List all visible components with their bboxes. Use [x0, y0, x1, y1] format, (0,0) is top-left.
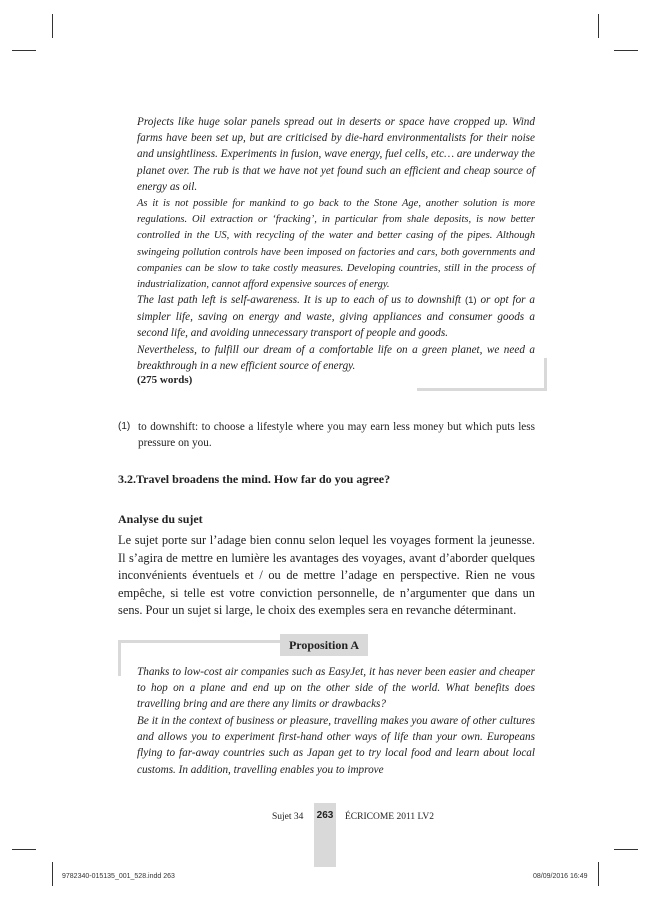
passage-paragraph: Projects like huge solar panels spread out in deserts or space have cropped up. Wind farms have been set up, but are criticised by die-hard environmentalists for their noise and unsightliness. Experiments in fusion, wave energy, fuel cells, etc… are underway the planet over. The rub is that we have not yet found such an efficient and cheap source of energy as oil.: [137, 116, 535, 193]
crop-mark: [614, 50, 638, 51]
crop-mark: [52, 14, 53, 38]
proposition-label: Proposition A: [280, 634, 368, 656]
footnote-number: (1): [118, 421, 131, 432]
proposition-paragraph: Thanks to low-cost air companies such as EasyJet, it has never been easier and cheaper to hop on a plane and end up on the other side of the world. What benefits does travelling bring and are there any limits or drawbacks?: [137, 666, 535, 711]
word-count: (275 words): [137, 374, 193, 386]
crop-mark: [598, 862, 599, 886]
crop-mark: [598, 14, 599, 38]
crop-mark: [614, 849, 638, 850]
slug-date: 08/09/2016 16:49: [533, 873, 588, 880]
analysis-text: Le sujet porte sur l’adage bien connu selon lequel les voyages forment la jeunesse. Il s’agira de mettre en lumière les avantages des voyages, avant d’aborder quelques inconvénients éventuels et / ou de mettre l’adage en perspective. Rien ne vous empêche, si telle est votre conviction personnelle, de n’argumenter que dans un sens. Pour un sujet si large, le choix des exemples sera en revanche déterminant.: [118, 533, 535, 618]
footnote-text: to downshift: to choose a lifestyle where you may earn less money but which puts less pressure on you.: [138, 421, 535, 449]
footer-left: Sujet 34: [272, 812, 304, 822]
passage-text: or opt for a simpler life, saving on energy and waste, giving appliances and consumer goods a second life, and avoiding unnecessary transport of people and goods.: [137, 294, 536, 340]
passage-paragraph: [137, 292, 535, 342]
section-title: 3.2.Travel broadens the mind. How far do you agree?: [118, 472, 391, 486]
frame-right-rule: [544, 358, 547, 391]
proposition-paragraph: Be it in the context of business or pleasure, travelling makes you aware of other cultures and allows you to experiment first-hand other ways of life than your own. Europeans flying to far-away countries such as Japan get to try local food and learn about local customs. In addition, travelling enables you to improve: [137, 715, 535, 776]
frame-bottom-rule: [417, 388, 547, 391]
crop-mark: [12, 50, 36, 51]
passage-paragraph: Nevertheless, to fulfill our dream of a comfortable life on a green planet, we need a breakthrough in a new efficient source of energy.: [137, 344, 535, 373]
footnote: [118, 419, 535, 451]
analysis-heading: Analyse du sujet: [118, 512, 203, 526]
slug-file: 9782340-015135_001_528.indd 263: [62, 873, 175, 880]
footnote-ref[interactable]: (1): [464, 295, 477, 306]
passage-text: The last path left is self-awareness. It is up to each of us to downshift: [137, 294, 462, 306]
page-number: 263: [316, 810, 334, 821]
crop-mark: [12, 849, 36, 850]
crop-mark: [52, 862, 53, 886]
footer-right: ÉCRICOME 2011 LV2: [345, 812, 435, 822]
frame-left-rule: [118, 640, 121, 676]
passage-paragraph: As it is not possible for mankind to go back to the Stone Age, another solution is more regulations. Oil extraction or ‘fracking’, in particular from shale deposits, is now better controlled in the US, with recycling of the water and better casing of the pipes. Although swingeing pollution controls have been imposed on factories and cars, both governments and companies can be slow to take costly measures. Developing countries, still in the process of industrialization, cannot afford expensive sources of energy.: [137, 198, 535, 291]
